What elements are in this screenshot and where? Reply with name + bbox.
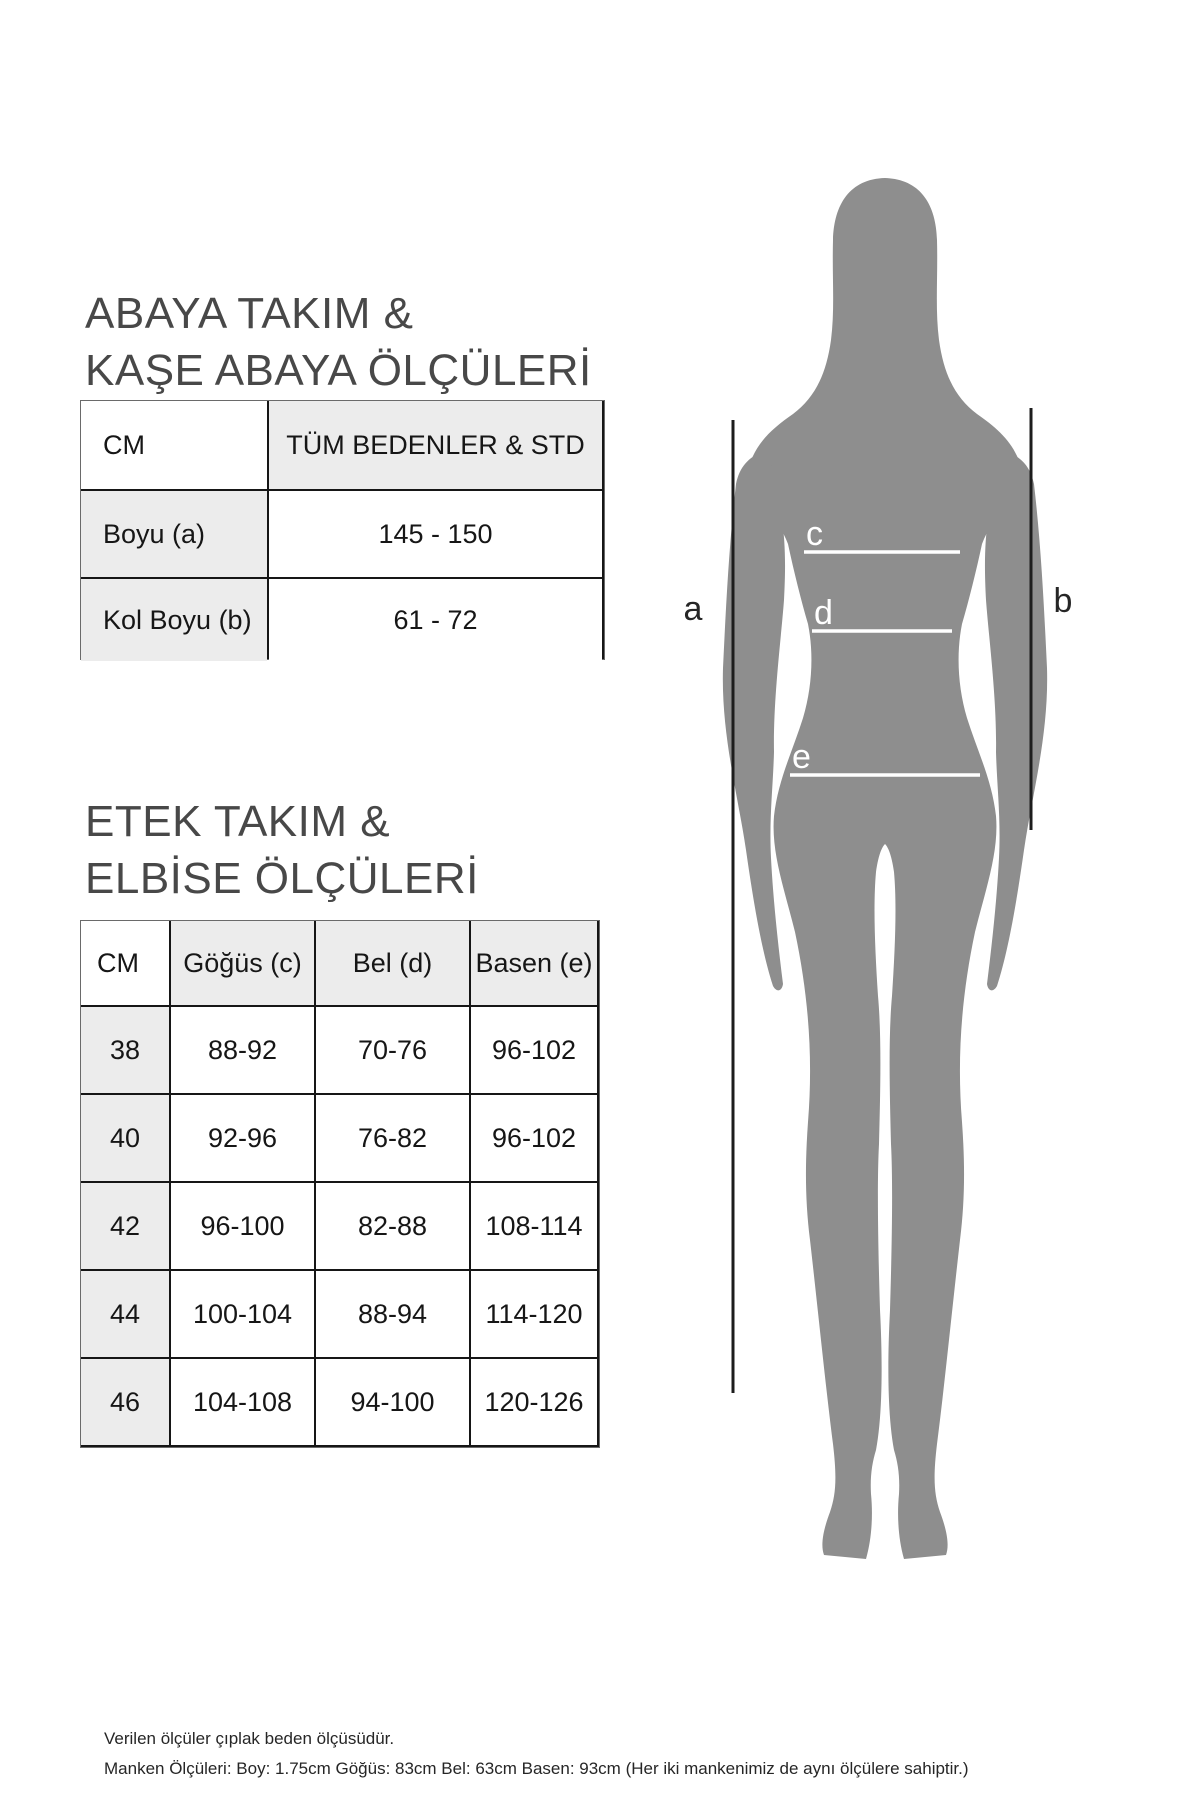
bel-cell: 82-88: [316, 1183, 469, 1269]
label-d: d: [814, 594, 833, 632]
etek-col-header: Göğüs (c): [171, 921, 314, 1005]
label-c: c: [806, 515, 823, 553]
etek-unit-header: CM: [81, 921, 169, 1005]
bel-cell: 88-94: [316, 1271, 469, 1357]
gogus-cell: 92-96: [171, 1095, 314, 1181]
footer-note-line2: Manken Ölçüleri: Boy: 1.75cm Göğüs: 83cm Bel: 63cm Basen: 93cm (Her iki mankenimiz de aynı ölçülere sahiptir.): [104, 1759, 969, 1778]
basen-cell: 114-120: [471, 1271, 597, 1357]
gogus-cell: 100-104: [171, 1271, 314, 1357]
abaya-row-label: Kol Boyu (b): [81, 579, 267, 661]
etek-col-header: Bel (d): [316, 921, 469, 1005]
label-b: b: [1053, 582, 1073, 620]
abaya-title-line2: KAŞE ABAYA ÖLÇÜLERİ: [85, 346, 592, 395]
size-cell: 40: [81, 1095, 169, 1181]
basen-cell: 120-126: [471, 1359, 597, 1445]
bel-cell: 70-76: [316, 1007, 469, 1093]
abaya-row-value: 61 - 72: [269, 579, 602, 661]
footer-note-line1: Verilen ölçüler çıplak beden ölçüsüdür.: [104, 1729, 395, 1748]
abaya-row-label: Boyu (a): [81, 491, 267, 577]
abaya-col-header: TÜM BEDENLER & STD: [269, 401, 602, 489]
basen-cell: 96-102: [471, 1007, 597, 1093]
basen-cell: 108-114: [471, 1183, 597, 1269]
gogus-cell: 88-92: [171, 1007, 314, 1093]
etek-title-line1: ETEK TAKIM &: [85, 797, 391, 846]
label-e: e: [792, 738, 811, 776]
footer-notes: [104, 1724, 969, 1784]
size-cell: 44: [81, 1271, 169, 1357]
body-silhouette: [747, 178, 1023, 1559]
abaya-title-line1: ABAYA TAKIM &: [85, 289, 414, 338]
bel-cell: 94-100: [316, 1359, 469, 1445]
abaya-row-value: 145 - 150: [269, 491, 602, 577]
etek-title-line2: ELBİSE ÖLÇÜLERİ: [85, 854, 479, 903]
gogus-cell: 104-108: [171, 1359, 314, 1445]
abaya-unit-header: CM: [81, 401, 267, 489]
etek-col-header: Basen (e): [471, 921, 597, 1005]
size-cell: 42: [81, 1183, 169, 1269]
size-cell: 38: [81, 1007, 169, 1093]
size-cell: 46: [81, 1359, 169, 1445]
bel-cell: 76-82: [316, 1095, 469, 1181]
basen-cell: 96-102: [471, 1095, 597, 1181]
label-a: a: [683, 590, 703, 628]
gogus-cell: 96-100: [171, 1183, 314, 1269]
right-arm-silhouette: [985, 450, 1047, 990]
